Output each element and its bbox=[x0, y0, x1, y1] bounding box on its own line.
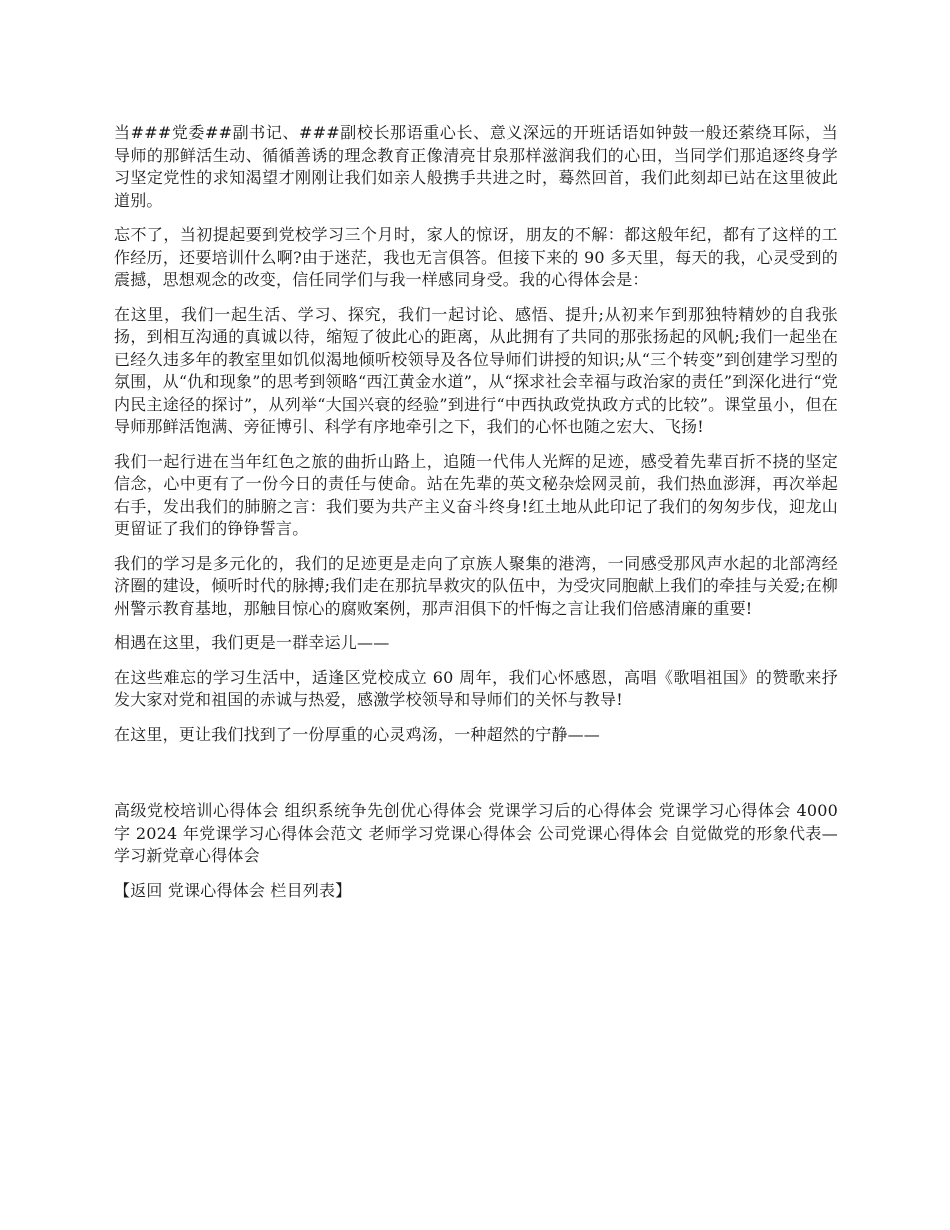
document-page bbox=[114, 122, 838, 914]
paragraph-3: 在这里，我们一起生活、学习、探究，我们一起讨论、感悟、提升;从初来乍到那独特精妙的自我张扬，到相互沟通的真诚以待，缩短了彼此心的距离，从此拥有了共同的那张扬起的风帆;我们一起坐在已经久违多年的教室里如饥似渴地倾听校领导及各位导师们讲授的知识;从“三个转变”到创建学习型的氛围，从“仇和现象”的思考到领略“西江黄金水道”，从“探求社会幸福与政治家的责任”到深化进行“党内民主途径的探讨”，从列举“大国兴衰的经验”到进行“中西执政党执政方式的比较”。课堂虽小，但在导师那鲜活饱满、旁征博引、科学有序地牵引之下，我们的心怀也随之宏大、飞扬! bbox=[114, 304, 838, 436]
related-articles bbox=[114, 800, 838, 868]
paragraph-6: 相遇在这里，我们更是一群幸运儿—— bbox=[114, 633, 390, 652]
related-link-6[interactable]: 老师学习党课心得体会 bbox=[368, 823, 533, 843]
related-link-2[interactable]: 组织系统争先创优心得体会 bbox=[284, 801, 483, 820]
article-body bbox=[114, 122, 838, 746]
related-link-7[interactable]: 公司党课心得体会 bbox=[537, 823, 669, 843]
paragraph-5: 我们的学习是多元化的，我们的足迹更是走向了京族人聚集的港湾，一同感受那风声水起的北部湾经济圈的建设，倾听时代的脉搏;我们走在那抗旱救灾的队伍中，为受灾同胞献上我们的牵挂与关爱;在柳州警示教育基地，那触目惊心的腐败案例，那声泪俱下的忏悔之言让我们倍感清廉的重要! bbox=[114, 553, 838, 618]
paragraph-2: 忘不了，当初提起要到党校学习三个月时，家人的惊讶，朋友的不解：都这般年纪，都有了这样的工作经历，还要培训什么啊?由于迷茫，我也无言俱答。但接下来的 90 多天里，每天的我，心灵受到的震撼，思想观念的改变，信任同学们与我一样感同身受。我的心得体会是： bbox=[114, 225, 838, 289]
related-link-3[interactable]: 党课学习后的心得体会 bbox=[488, 801, 654, 820]
related-link-1[interactable]: 高级党校培训心得体会 bbox=[114, 801, 280, 820]
back-to-list bbox=[114, 880, 838, 903]
related-link-5[interactable]: 2024 年党课学习心得体会范文 bbox=[135, 823, 364, 843]
back-to-list-link[interactable]: 【返回 党课心得体会 栏目列表】 bbox=[114, 880, 352, 900]
paragraph-1: 当###党委##副书记、###副校长那语重心长、意义深远的开班话语如钟鼓一般还萦绕耳际，当导师的那鲜活生动、循循善诱的理念教育正像清亮甘泉那样滋润我们的心田，当同学们那追逐终身学习坚定党性的求知渴望才刚刚让我们如亲人般携手共进之时，蓦然回首，我们此刻却已站在这里彼此道别。 bbox=[114, 123, 838, 210]
paragraph-4: 我们一起行进在当年红色之旅的曲折山路上，追随一代伟人光辉的足迹，感受着先辈百折不挠的坚定信念，心中更有了一份今日的责任与使命。站在先辈的英文秘杂烩网灵前，我们热血澎湃，再次举起右手，发出我们的肺腑之言：我们要为共产主义奋斗终身!红土地从此印记了我们的匆匆步伐，迎龙山更留证了我们的铮铮誓言。 bbox=[114, 451, 838, 538]
paragraph-8: 在这里，更让我们找到了一份厚重的心灵鸡汤，一种超然的宁静—— bbox=[114, 724, 601, 744]
section-spacer bbox=[114, 758, 838, 784]
paragraph-7: 在这些难忘的学习生活中，适逢区党校成立 60 周年，我们心怀感恩，高唱《歌唱祖国》的赞歌来抒发大家对党和祖国的赤诚与热爱，感激学校领导和导师们的关怀与教导! bbox=[114, 667, 838, 709]
related-link-4[interactable]: 党课学习心得体会 4000 字 bbox=[114, 801, 838, 843]
related-link-8[interactable]: 自觉做党的形象代表—学习新党章心得体会 bbox=[114, 823, 838, 865]
